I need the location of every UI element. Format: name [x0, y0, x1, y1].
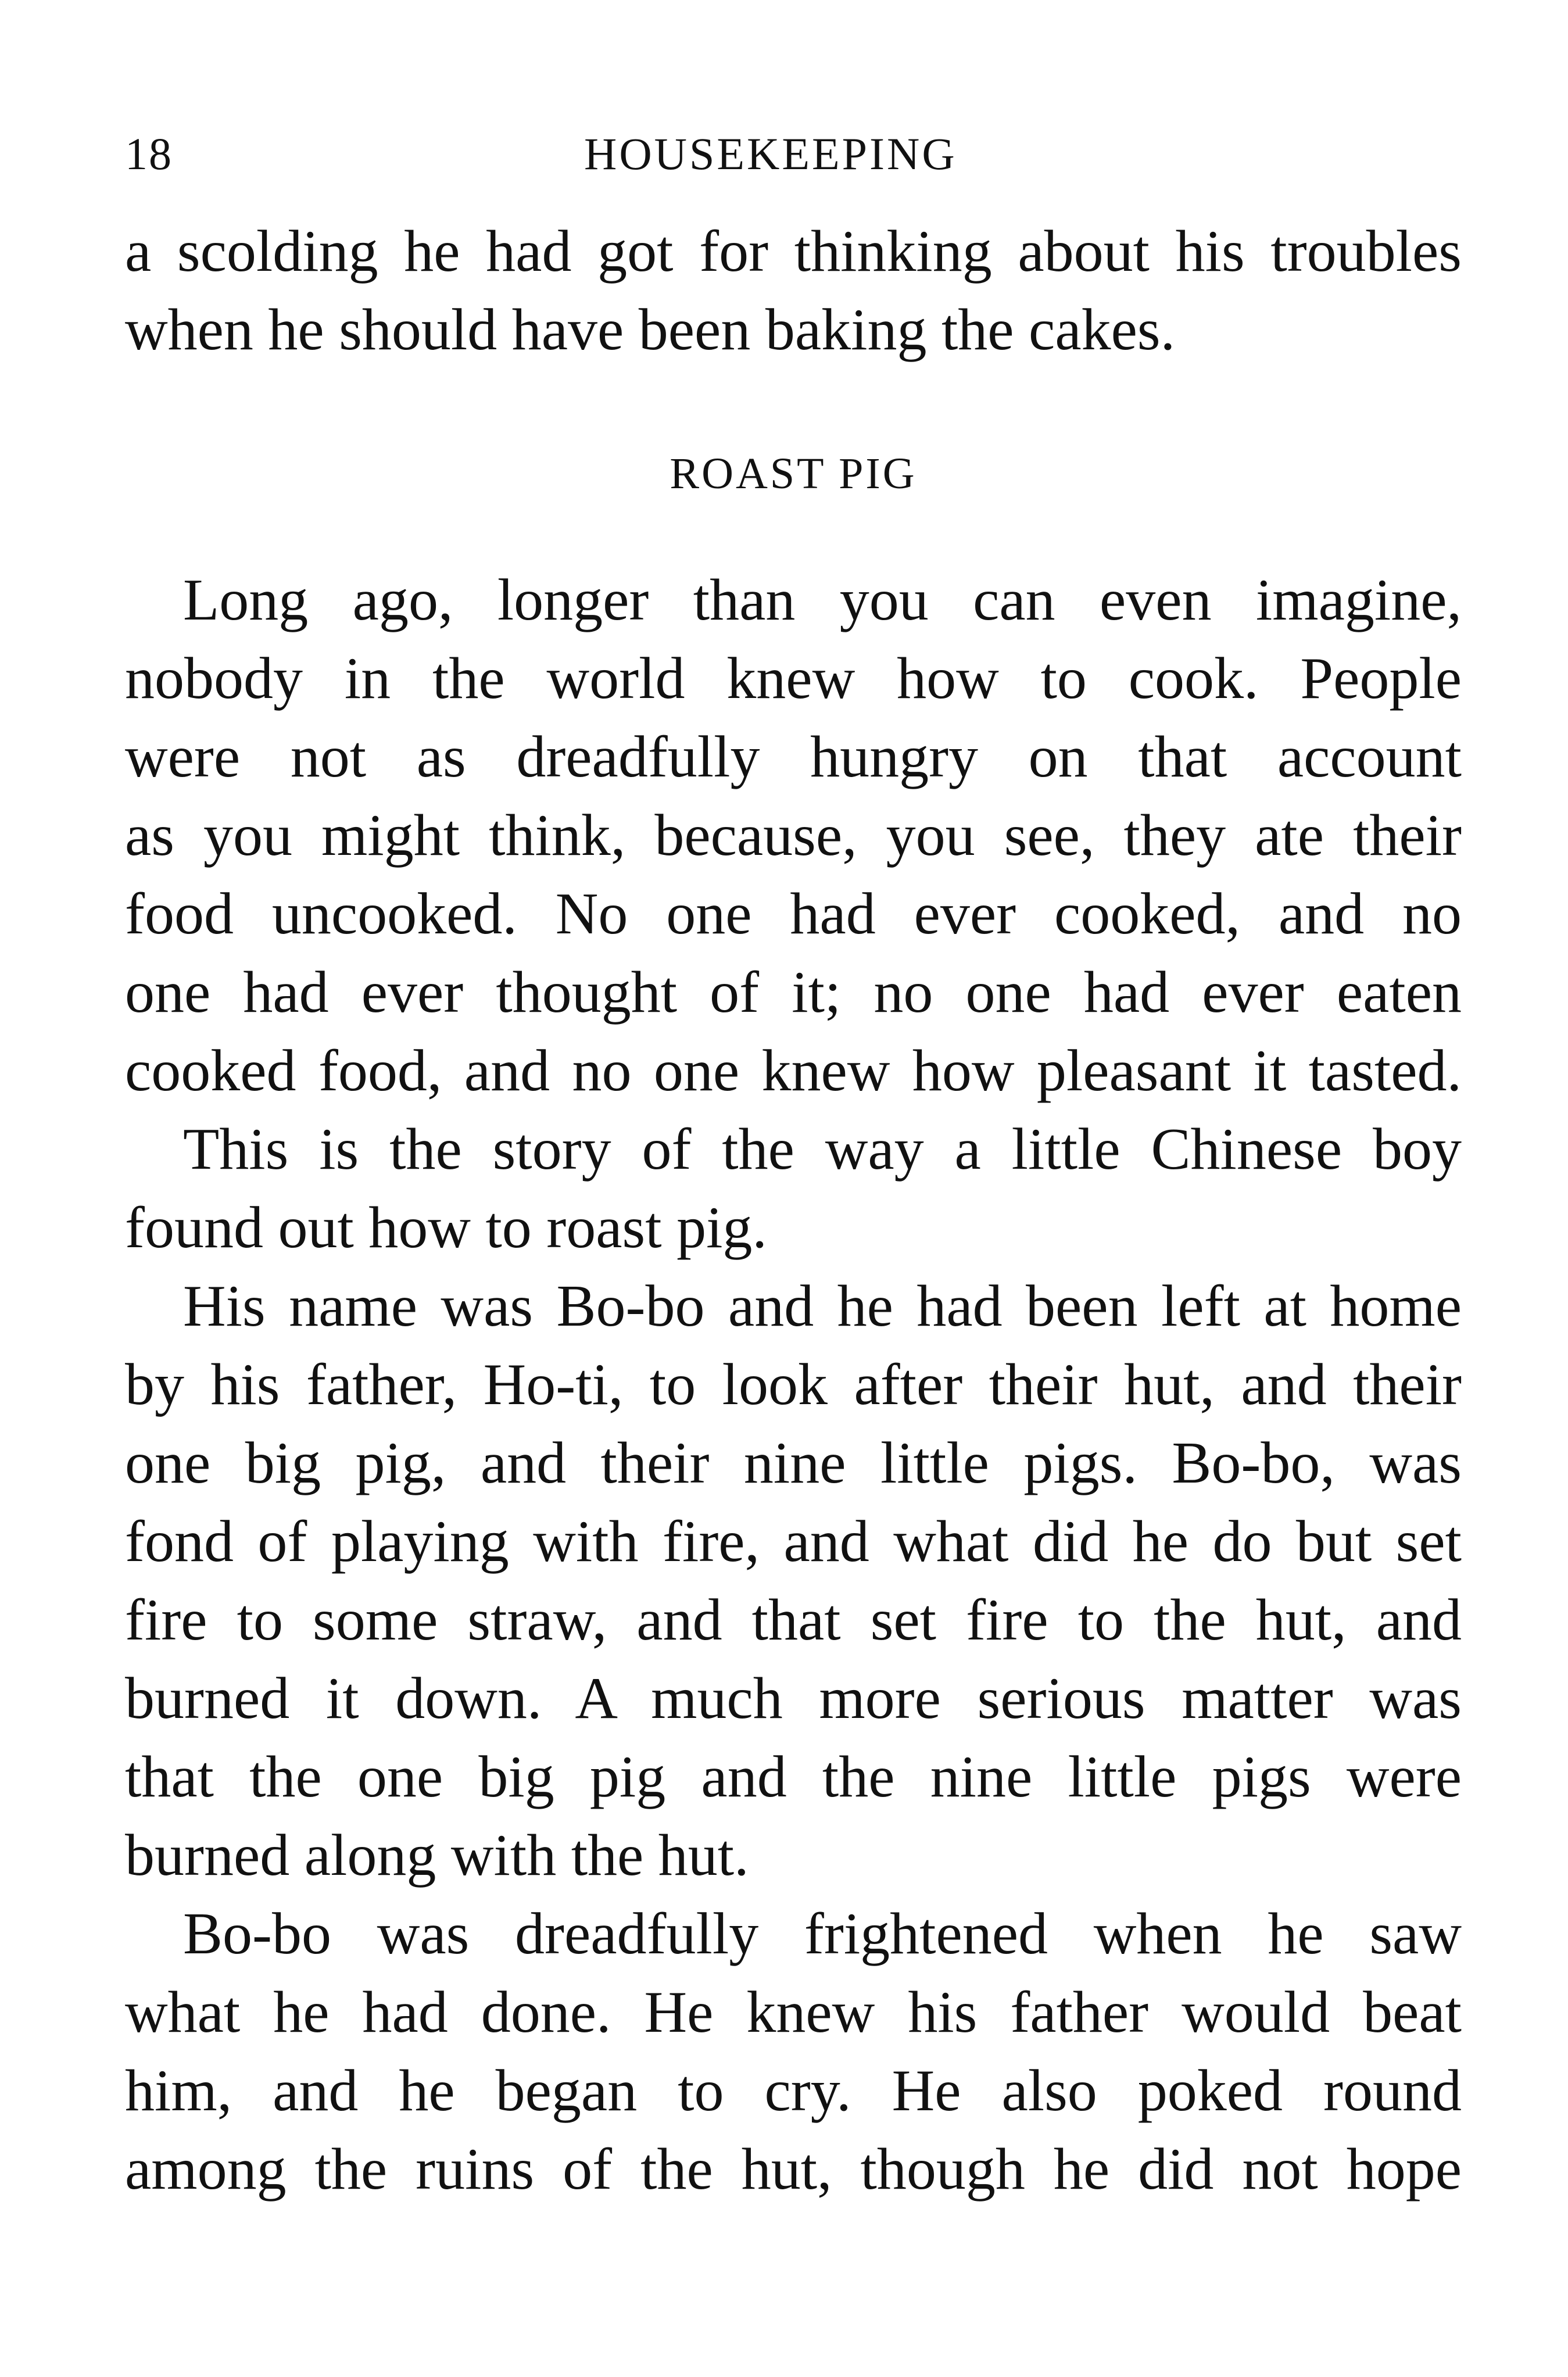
text-line: what he had done. He knew his father would beat [125, 1979, 1462, 2045]
text-line: found out how to roast pig. [125, 1195, 767, 1261]
text-line: fond of playing with fire, and what did he do but set [125, 1509, 1462, 1574]
paragraph-2 [125, 1110, 1462, 1267]
text-line: cooked food, and no one knew how pleasant it tasted. [125, 1038, 1462, 1104]
text-line: burned along with the hut. [125, 1823, 749, 1888]
text-line: by his father, Ho-ti, to look after their hut, and their [125, 1352, 1462, 1417]
text-line: among the ruins of the hut, though he did not hope [125, 2136, 1462, 2202]
text-line: Long ago, longer than you can even imagine, [183, 567, 1462, 633]
text-line: This is the story of the way a little Chinese boy [183, 1116, 1462, 1182]
paragraph-4 [125, 1895, 1462, 2208]
text-line: food uncooked. No one had ever cooked, and no [125, 881, 1462, 947]
paragraph-3 [125, 1267, 1462, 1895]
text-line: that the one big pig and the nine little pigs were [125, 1744, 1462, 1810]
text-line: one big pig, and their nine little pigs. Bo-bo, was [125, 1430, 1462, 1496]
section-title: ROAST PIG [670, 449, 917, 498]
text-line: nobody in the world knew how to cook. People [125, 646, 1462, 711]
text-line: a scolding he had got for thinking about his troubles [125, 219, 1462, 284]
running-title: HOUSEKEEPING [584, 128, 957, 179]
text-line: fire to some straw, and that set fire to the hut, and [125, 1587, 1462, 1653]
text-line: were not as dreadfully hungry on that account [125, 724, 1462, 790]
continuation-paragraph [125, 212, 1462, 369]
text-line: burned it down. A much more serious matter was [125, 1666, 1462, 1731]
text-line: Bo-bo was dreadfully frightened when he saw [183, 1901, 1462, 1967]
text-line: as you might think, because, you see, they ate their [125, 803, 1462, 868]
paragraph-1 [125, 561, 1462, 1110]
text-line: one had ever thought of it; no one had ever eaten [125, 960, 1462, 1025]
running-header [125, 119, 1462, 189]
text-line: when he should have been baking the cakes. [125, 297, 1176, 363]
body-text [125, 212, 1462, 2208]
text-line: him, and he began to cry. He also poked round [125, 2058, 1462, 2124]
page-number: 18 [125, 128, 173, 179]
text-line: His name was Bo-bo and he had been left at home [183, 1273, 1462, 1339]
